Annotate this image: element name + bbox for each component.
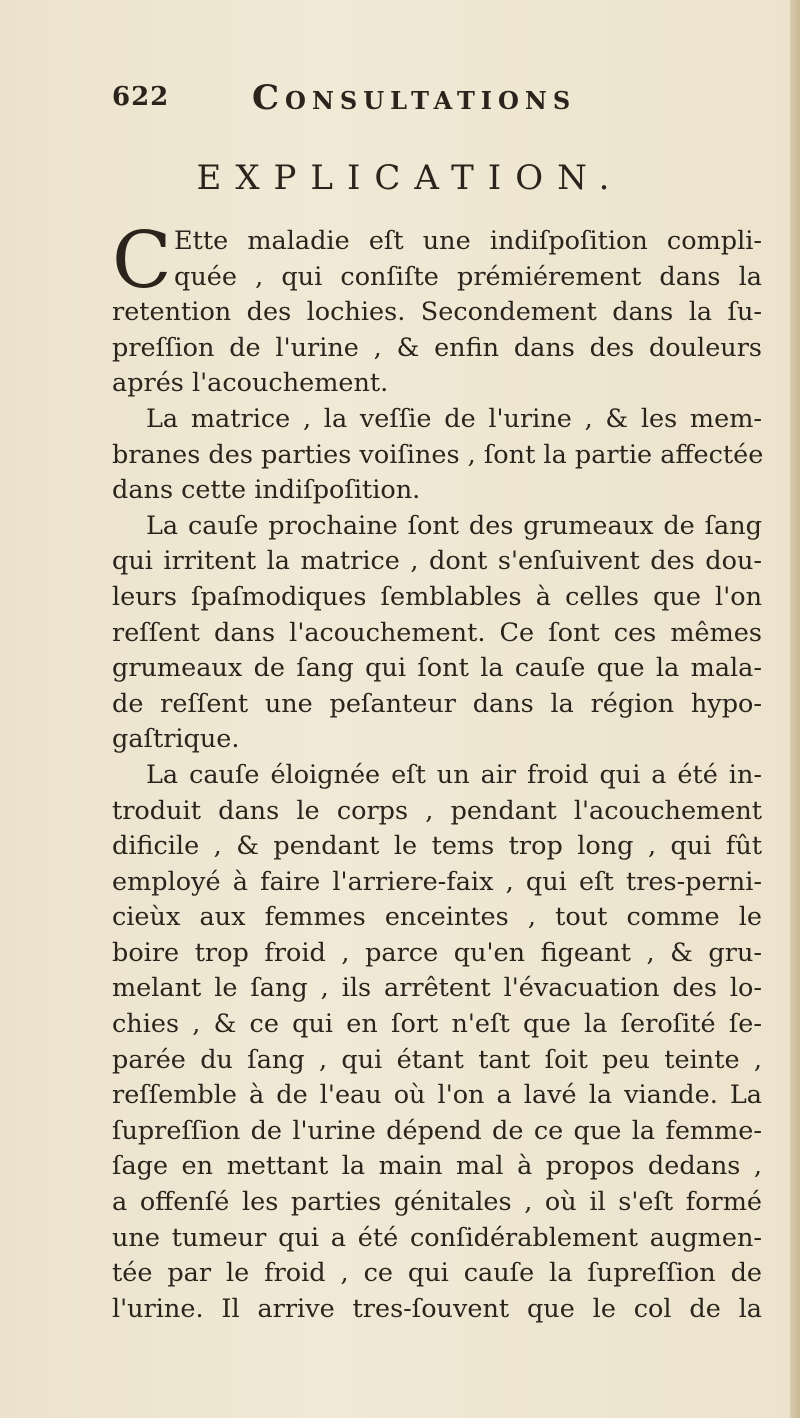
text-line: parée du ſang , qui étant tant ſoit peu teinte , <box>112 1044 762 1075</box>
text-line: retention des lochies. Secondement dans la ſu- <box>112 297 762 328</box>
page-edge <box>790 0 800 1418</box>
text-line: employé à faire l'arriere-faix , qui eſt tres-perni- <box>112 866 762 897</box>
text-line: une tumeur qui a été conſidérablement augmen- <box>112 1222 762 1253</box>
first-paragraph <box>112 216 762 402</box>
body-text <box>112 216 764 1327</box>
text-line: reſſemble à de l'eau où l'on a lavé la viande. La <box>112 1080 762 1111</box>
running-title: Consultations <box>252 78 577 118</box>
section-title: EXPLICATION. <box>196 158 624 198</box>
text-line: La cauſe éloignée eſt un air froid qui a été in- <box>146 759 762 790</box>
text-line: preſſion de l'urine , & enfin dans des douleurs <box>112 332 762 363</box>
text-line: ſage en mettant la main mal à propos dedans , <box>112 1151 762 1182</box>
text-line: leurs ſpaſmodiques ſemblables à celles que l'on <box>112 581 762 612</box>
text-line: La matrice , la veſſie de l'urine , & les mem- <box>146 403 762 434</box>
text-line: grumeaux de ſang qui ſont la cauſe que la mala- <box>112 653 762 684</box>
text-line: tée par le froid , ce qui cauſe la ſupreſſion de <box>112 1258 762 1289</box>
text-line: chies , & ce qui en ſort n'eſt que la ſeroſité ſe- <box>112 1009 762 1040</box>
text-line: dans cette indiſpoſition. <box>112 475 421 506</box>
text-line: Ette maladie eſt une indiſpoſition compli- <box>174 226 762 256</box>
text-line: boire trop froid , parce qu'en figeant , & gru- <box>112 937 762 968</box>
text-line: ſupreſſion de l'urine dépend de ce que la femme- <box>112 1115 762 1146</box>
text-line: melant le ſang , ils arrêtent l'évacuation des lo- <box>112 973 762 1004</box>
text-line: La cauſe prochaine ſont des grumeaux de ſang <box>146 510 762 541</box>
drop-cap: C <box>112 216 172 306</box>
text-line: qui irritent la matrice , dont s'enſuivent des dou- <box>112 546 762 577</box>
text-line: gaſtrique. <box>112 724 240 755</box>
page-number: 622 <box>112 82 170 112</box>
running-header <box>112 78 762 118</box>
text-line: reſſent dans l'acouchement. Ce ſont ces mêmes <box>112 617 762 648</box>
text-line: branes des parties voiſines , ſont la partie affectée <box>112 439 764 470</box>
text-line: cieùx aux femmes enceintes , tout comme le <box>112 902 762 933</box>
text-line: l'urine. Il arrive tres-ſouvent que le col de la <box>112 1293 762 1324</box>
text-line: de reſſent une peſanteur dans la région hypo- <box>112 688 762 719</box>
text-line: aprés l'acouchement. <box>112 368 389 399</box>
text-line: a offenſé les parties génitales , où il s'eſt formé <box>112 1187 762 1218</box>
text-line: dificile , & pendant le tems trop long , qui fût <box>112 831 762 862</box>
text-line: troduit dans le corps , pendant l'acouchement <box>112 795 762 826</box>
text-line: quée , qui conſiſte prémiérement dans la <box>174 261 762 292</box>
